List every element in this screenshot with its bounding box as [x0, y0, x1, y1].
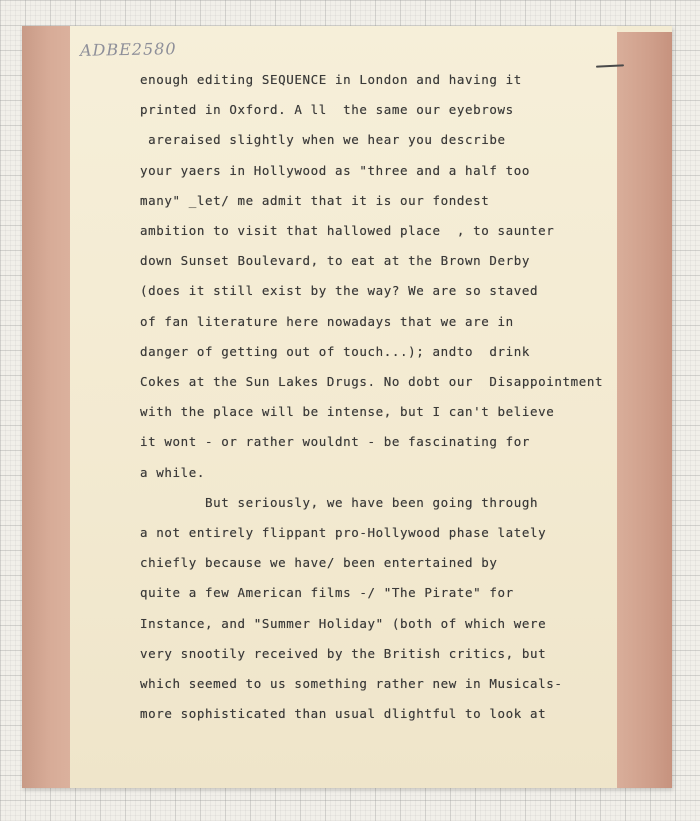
letter-line: enough editing SEQUENCE in London and having it: [140, 72, 522, 87]
letter-line: of fan literature here nowadays that we are in: [140, 313, 514, 329]
letter-line: it wont - or rather wouldnt - be fascinating for: [140, 434, 531, 450]
letter-line: But seriously, we have been going through: [140, 494, 539, 510]
letter-line: a while.: [140, 464, 206, 480]
letter-line: Cokes at the Sun Lakes Drugs. No dobt our Disappointment: [140, 374, 604, 389]
right-colored-margin: [617, 32, 672, 788]
letter-line: which seemed to us something rather new in Musicals-: [140, 676, 563, 691]
letter-line: Instance, and "Summer Holiday" (both of which were: [140, 615, 547, 631]
letter-line: danger of getting out of touch...); andto drink: [140, 343, 531, 359]
letter-line: a not entirely flippant pro-Hollywood phase lately: [140, 525, 547, 540]
letter-line: down Sunset Boulevard, to eat at the Brown Derby: [140, 253, 531, 269]
letter-line: many" _let/ me admit that it is our fondest: [140, 192, 490, 208]
letter-line: chiefly because we have/ been entertained by: [140, 555, 498, 571]
letter-line: (does it still exist by the way? We are so staved: [140, 283, 539, 299]
letter-line: with the place will be intense, but I can't believe: [140, 404, 555, 420]
pencil-annotation: ADBE2580: [79, 39, 177, 60]
letter-line: very snootily received by the British critics, but: [140, 645, 547, 661]
letter-line: more sophisticated than usual dlightful to look at: [140, 706, 547, 722]
letter-line: quite a few American films -/ "The Pirate" for: [140, 585, 514, 601]
left-colored-margin: [22, 26, 70, 788]
letter-line: areraised slightly when we hear you describe: [140, 132, 506, 148]
letter-line: printed in Oxford. A ll the same our eyebrows: [140, 102, 514, 118]
letter-line: your yaers in Hollywood as "three and a half too: [140, 162, 531, 178]
letter-line: ambition to visit that hallowed place , to saunter: [140, 223, 555, 238]
